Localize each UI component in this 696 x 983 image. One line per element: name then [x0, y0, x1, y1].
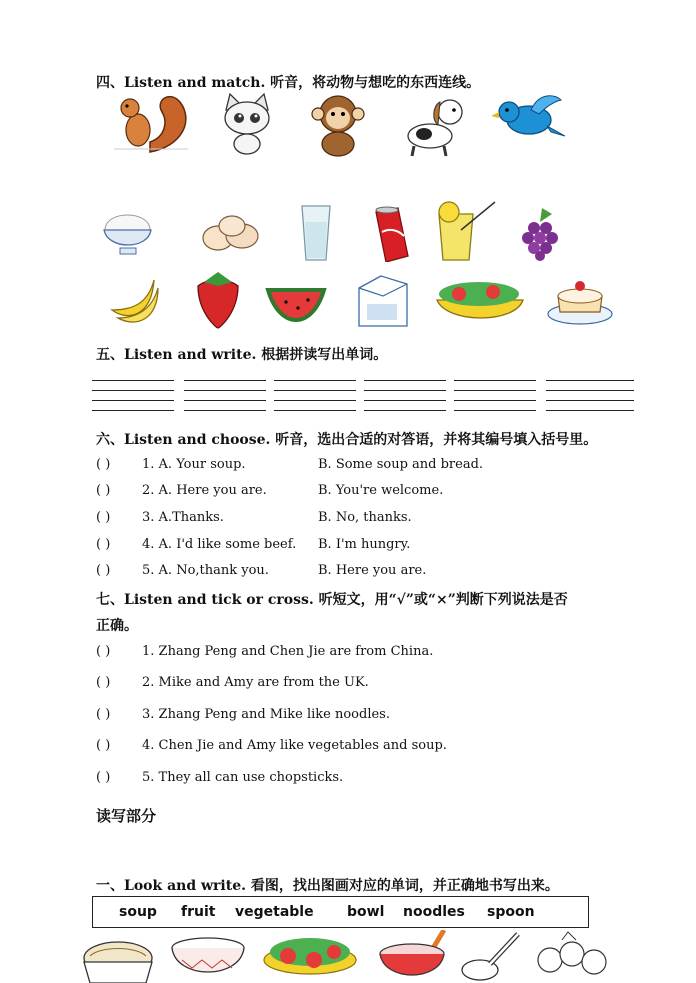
word-soup: soup — [119, 904, 157, 920]
read-write-heading: 读写部分 — [96, 807, 157, 825]
word-bowl: bowl — [347, 904, 385, 920]
answer-bracket[interactable]: ( ) — [96, 644, 111, 659]
answer-bracket[interactable]: ( ) — [96, 510, 111, 525]
bird-icon — [491, 96, 565, 136]
blank-6[interactable] — [546, 378, 634, 414]
section6-title: 六、Listen and choose. 听音，选出合适的对答语，并将其编号填入括号里。 — [96, 432, 598, 448]
word-bank — [92, 896, 589, 928]
water-glass-icon — [302, 206, 330, 260]
food-row-1 — [100, 200, 570, 262]
cola-can-icon — [376, 207, 408, 262]
section7-title: 七、Listen and tick or cross. 听短文，用“√”或“×”判断下列说法是否 — [96, 592, 568, 608]
bowl-icon — [172, 938, 244, 972]
blank-4[interactable] — [364, 378, 446, 414]
cake-icon — [548, 281, 612, 324]
statement-text: 4. Chen Jie and Amy like vegetables and soup. — [142, 738, 447, 753]
tick-item-4 — [96, 738, 447, 753]
answer-bracket[interactable]: ( ) — [96, 483, 111, 498]
banana-icon — [112, 280, 158, 322]
statement-text: 1. Zhang Peng and Chen Jie are from China. — [142, 644, 434, 659]
soup-bowl-icon — [380, 930, 444, 975]
option-a: A. I'd like some beef. — [158, 537, 297, 552]
answer-bracket[interactable]: ( ) — [96, 537, 111, 552]
answer-bracket[interactable]: ( ) — [96, 738, 111, 753]
monkey-icon — [312, 96, 364, 156]
option-b: B. Here you are. — [318, 563, 427, 578]
watermelon-icon — [268, 290, 324, 320]
picture-row — [80, 930, 620, 983]
rice-bowl-icon — [104, 215, 151, 254]
word-spoon: spoon — [487, 904, 535, 920]
option-b: B. Some soup and bread. — [318, 457, 484, 472]
word-noodles: noodles — [403, 904, 465, 920]
animal-row — [110, 92, 570, 162]
section4-title: 四、Listen and match. 听音，将动物与想吃的东西连线。 — [96, 75, 481, 91]
answer-bracket[interactable]: ( ) — [96, 563, 111, 578]
option-a: A. No,thank you. — [158, 563, 269, 578]
answer-bracket[interactable]: ( ) — [96, 675, 111, 690]
tick-item-2 — [96, 675, 369, 690]
squirrel-icon — [114, 97, 188, 152]
juice-glass-icon — [439, 202, 495, 260]
tick-item-1 — [96, 644, 433, 659]
choose-item-5: ( ) 5. A. No,thank you. — [96, 563, 269, 578]
look-write-title: 一、Look and write. 看图，找出图画对应的单词，并正确地书写出来。 — [96, 878, 559, 894]
choose-item-3: ( ) 3. A.Thanks. — [96, 510, 224, 525]
option-a: A.Thanks. — [158, 510, 224, 525]
option-b: B. I'm hungry. — [318, 537, 411, 552]
eggs-icon — [203, 216, 258, 250]
choose-item-1: ( ) 1. A. Your soup. — [96, 457, 246, 472]
word-fruit: fruit — [181, 904, 216, 920]
vegetable-plate-icon — [264, 938, 356, 974]
statement-text: 3. Zhang Peng and Mike like noodles. — [142, 707, 390, 722]
option-b: B. No, thanks. — [318, 510, 412, 525]
dog-icon — [408, 100, 462, 156]
grapes-icon — [522, 208, 558, 261]
food-row-2 — [108, 270, 618, 330]
spoon-icon — [462, 934, 518, 980]
choose-item-4: ( ) 4. A. I'd like some beef. — [96, 537, 297, 552]
option-b: B. You're welcome. — [318, 483, 444, 498]
blank-1[interactable] — [92, 378, 174, 414]
strawberry-icon — [198, 272, 238, 328]
tick-item-5 — [96, 770, 343, 785]
answer-bracket[interactable]: ( ) — [96, 707, 111, 722]
answer-bracket[interactable]: ( ) — [96, 457, 111, 472]
word-vegetable: vegetable — [235, 904, 314, 920]
choose-item-2: ( ) 2. A. Here you are. — [96, 483, 267, 498]
writing-blanks — [92, 378, 634, 414]
statement-text: 5. They all can use chopsticks. — [142, 770, 344, 785]
blank-3[interactable] — [274, 378, 356, 414]
option-a: A. Your soup. — [158, 457, 246, 472]
section5-title: 五、Listen and write. 根据拼读写出单词。 — [96, 347, 388, 363]
section7-title-cont: 正确。 — [96, 618, 138, 634]
fruit-basket-icon — [538, 932, 606, 974]
statement-text: 2. Mike and Amy are from the UK. — [142, 675, 369, 690]
milk-carton-icon — [359, 276, 407, 326]
answer-bracket[interactable]: ( ) — [96, 770, 111, 785]
blank-2[interactable] — [184, 378, 266, 414]
cat-icon — [225, 94, 269, 154]
noodles-bowl-icon — [84, 942, 152, 983]
blank-5[interactable] — [454, 378, 536, 414]
tick-item-3 — [96, 707, 390, 722]
option-a: A. Here you are. — [158, 483, 267, 498]
salad-icon — [437, 282, 523, 318]
